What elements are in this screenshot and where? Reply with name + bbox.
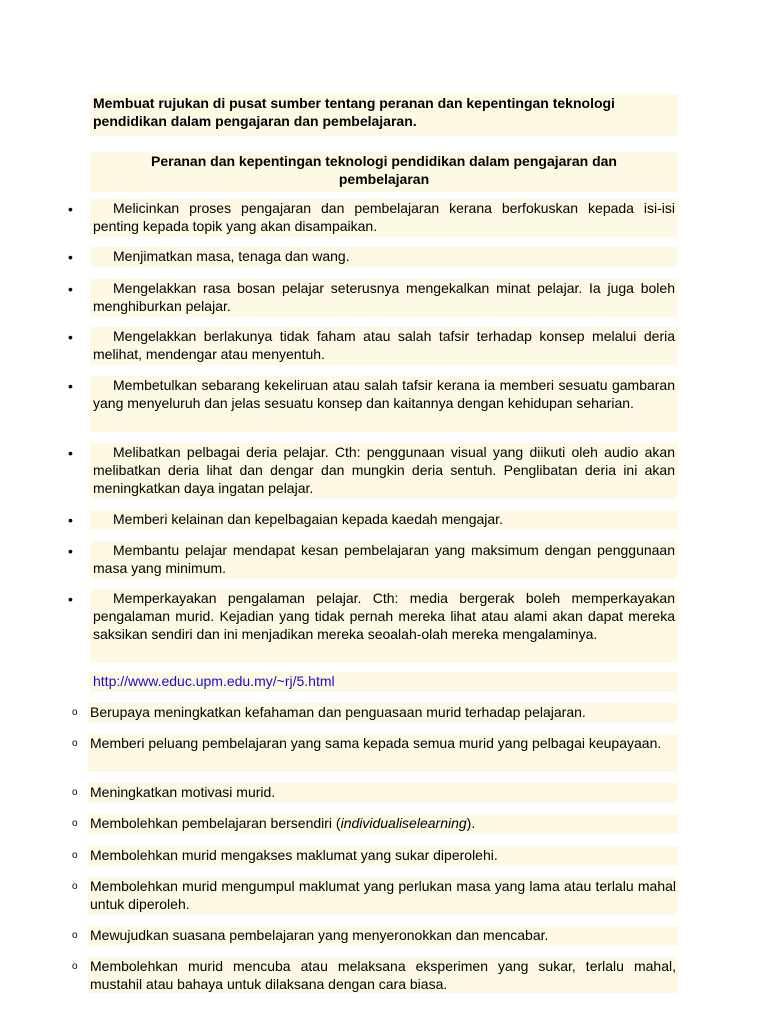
bullet-icon: • <box>68 329 73 345</box>
list-item: Membolehkan pembelajaran bersendiri (individualiselearning). <box>88 814 678 834</box>
list-item: Memberi kelainan dan kepelbagaian kepada kaedah mengajar. <box>90 510 678 530</box>
bullet-icon: • <box>68 591 73 607</box>
list-item: Membolehkan murid mengakses maklumat yang sukar diperolehi. <box>88 846 678 866</box>
bullet-icon: • <box>68 201 73 217</box>
document-title: Membuat rujukan di pusat sumber tentang peranan dan kepentingan teknologi pendidikan dalam pengajaran dan pembelajaran. <box>90 94 678 136</box>
list-item: Membetulkan sebarang kekeliruan atau salah tafsir kerana ia memberi sesuatu gambaran yang menyeluruh dan jelas sesuatu konsep dan kaitannya dengan kehidupan seharian. <box>90 376 678 432</box>
circle-bullet-icon: o <box>72 787 78 798</box>
list-item: Mewujudkan suasana pembelajaran yang menyeronokkan dan mencabar. <box>88 926 678 946</box>
list-item: Membolehkan murid mengumpul maklumat yang perlukan masa yang lama atau terlalu mahal untuk diperoleh. <box>88 877 678 915</box>
list-item: Berupaya meningkatkan kefahaman dan penguasaan murid terhadap pelajaran. <box>88 703 678 723</box>
list-item: Meningkatkan motivasi murid. <box>88 783 678 803</box>
circle-bullet-icon: o <box>72 850 78 861</box>
list-item: Melicinkan proses pengajaran dan pembelajaran kerana berfokuskan kepada isi-isi penting kepada topik yang akan disampaikan. <box>90 199 678 237</box>
list-item: Memperkayakan pengalaman pelajar. Cth: media bergerak boleh memperkayakan pengalaman murid. Kejadian yang tidak pernah mereka lihat atau alami akan dapat mereka saksikan sendiri dan ini menjadikan mereka seoalah-olah mereka mengalaminya. <box>90 589 678 663</box>
list-item: Membolehkan murid mencuba atau melaksana eksperimen yang sukar, terlalu mahal, mustahil atau bahaya untuk dilaksana dengan cara biasa. <box>90 958 676 992</box>
bullet-icon: • <box>68 249 73 265</box>
circle-bullet-icon: o <box>72 818 78 829</box>
list-item: Membantu pelajar mendapat kesan pembelajaran yang maksimum dengan penggunaan masa yang minimum. <box>90 541 678 579</box>
bullet-icon: • <box>68 543 73 559</box>
list-item: Mengelakkan rasa bosan pelajar seterusnya mengekalkan minat pelajar. Ia juga boleh menghiburkan pelajar. <box>90 279 678 317</box>
reference-link[interactable]: http://www.educ.upm.edu.my/~rj/5.html <box>90 672 678 692</box>
circle-bullet-icon: o <box>72 707 78 718</box>
list-item: Menjimatkan masa, tenaga dan wang. <box>90 247 678 267</box>
circle-bullet-icon: o <box>72 738 78 749</box>
bullet-icon: • <box>68 512 73 528</box>
circle-bullet-icon: o <box>72 930 78 941</box>
bullet-icon: • <box>68 281 73 297</box>
list-item: Melibatkan pelbagai deria pelajar. Cth: penggunaan visual yang diikuti oleh audio akan melibatkan deria lihat dan dengar dan mungkin deria sentuh. Penglibatan deria ini akan meningkatkan daya ingatan pelajar. <box>90 443 678 499</box>
list-item: Memberi peluang pembelajaran yang sama kepada semua murid yang pelbagai keupayaan. <box>88 734 678 772</box>
circle-bullet-icon: o <box>72 881 78 892</box>
bullet-icon: • <box>68 445 73 461</box>
circle-bullet-icon: o <box>72 961 78 972</box>
section-heading: Peranan dan kepentingan teknologi pendidikan dalam pengajaran dan pembelajaran <box>90 152 678 192</box>
bullet-icon: • <box>68 378 73 394</box>
list-item: Mengelakkan berlakunya tidak faham atau salah tafsir terhadap konsep melalui deria melihat, mendengar atau menyentuh. <box>90 327 678 365</box>
